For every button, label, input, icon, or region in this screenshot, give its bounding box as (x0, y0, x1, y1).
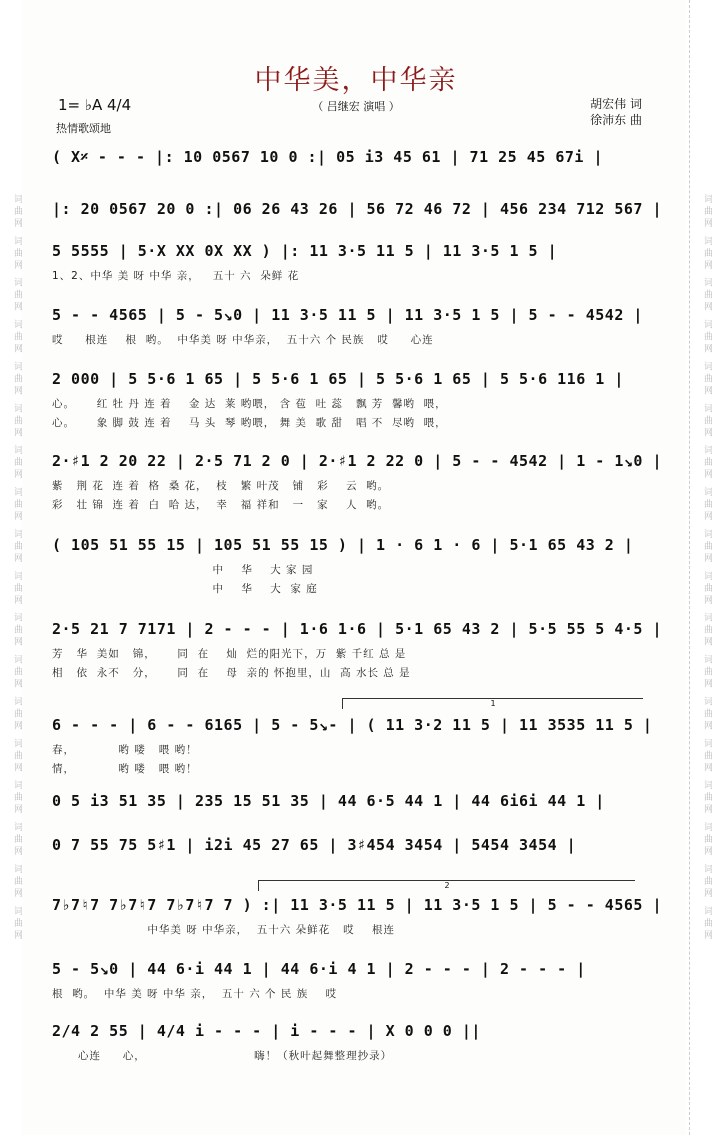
score-row-9 (52, 716, 652, 776)
score-row-14 (52, 1022, 652, 1063)
author-credits (590, 96, 642, 128)
notes-line: 7♭7♮7 7♭7♮7 7♭7♮7 7 ) :| 11 3·5 11 5 | 11 3·5 1 5 | 5 - - 4565 | (52, 896, 662, 914)
watermark-right: 词曲网 词曲网 词曲网 词曲网 词曲网 词曲网 词曲网 词曲网 词曲网 词曲网 词曲网 词曲网 词曲网 词曲网 词曲网 词曲网 词曲网 词曲网 (689, 0, 712, 1135)
composer-credit: 徐沛东 曲 (590, 113, 642, 127)
lyric-line: 中 华 大 家 庭 (52, 583, 318, 595)
score-row-5 (52, 370, 652, 430)
lyric-line: 春， 哟 喽 喂 哟！ (52, 744, 198, 756)
score-row-6 (52, 452, 662, 512)
score-row-1 (52, 148, 652, 166)
notes-line: 2·5 21 7 7171 | 2 - - - | 1·6 1·6 | 5·1 65 43 2 | 5·5 55 5 4·5 | (52, 620, 662, 638)
score-row-8 (52, 620, 662, 680)
lyric-line: 1、2、中华 美 呀 中华 亲， 五十 六 朵鲜 花 (52, 270, 300, 282)
notes-line: 2/4 2 55 | 4/4 i - - - | i - - - | X 0 0 0 || (52, 1022, 481, 1040)
score-row-10 (52, 792, 652, 810)
lyric-line: 紫 荆 花 连 着 格 桑 花， 枝 繁 叶茂 铺 彩 云 哟。 (52, 480, 390, 492)
volta-bracket-1: 1 (342, 698, 643, 709)
watermark-left: 词曲网 词曲网 词曲网 词曲网 词曲网 词曲网 词曲网 词曲网 词曲网 词曲网 词曲网 词曲网 词曲网 词曲网 词曲网 词曲网 词曲网 词曲网 (0, 0, 23, 1135)
notes-line: 5 5555 | 5·X XX 0X XX ) |: 11 3·5 11 5 | 11 3·5 1 5 | (52, 242, 558, 260)
singer-credit: （ 吕继宏 演唱 ） (312, 100, 400, 113)
notes-line: 2 000 | 5 5·6 1 65 | 5 5·6 1 65 | 5 5·6 1 65 | 5 5·6 116 1 | (52, 370, 624, 388)
lyric-line: 彩 壮 锦 连 着 白 哈 达， 幸 福 祥和 一 家 人 哟。 (52, 499, 390, 511)
song-title: 中华美，中华亲 (254, 65, 458, 96)
score-row-12 (52, 896, 662, 937)
score-row-11 (52, 836, 652, 854)
notes-line: 6 - - - | 6 - - 6165 | 5 - 5↘- | ( 11 3·2 11 5 | 11 3535 11 5 | (52, 716, 653, 734)
lyric-line: 根 哟。 中华 美 呀 中华 亲， 五十 六 个 民 族 哎 (52, 988, 338, 1000)
lyric-line: 情， 哟 喽 喂 哟！ (52, 763, 198, 775)
lyric-line: 心连 心， 嗨！（秋叶起舞整理抄录） (52, 1050, 393, 1062)
score-row-13 (52, 960, 652, 1001)
notes-line: 5 - 5↘0 | 44 6·i 44 1 | 44 6·i 4 1 | 2 - - - | 2 - - - | (52, 960, 586, 978)
performance-style: 热情歌颂地 (56, 122, 111, 135)
lyricist-credit: 胡宏伟 词 (590, 97, 642, 111)
lyric-line: 心。 象 脚 鼓 连 着 马 头 琴 哟喂， 舞 美 歌 甜 唱 不 尽哟 喂， (52, 417, 447, 429)
lyric-line: 芳 华 美如 锦， 同 在 灿 烂的阳光下，万 紫 千红 总 是 (52, 648, 407, 660)
lyric-line: 中 华 大 家 园 (52, 564, 314, 576)
notes-line: 2·♯1 2 20 22 | 2·5 71 2 0 | 2·♯1 2 22 0 | 5 - - 4542 | 1 - 1↘0 | (52, 452, 662, 470)
notes-line: 0 5 i3 51 35 | 235 15 51 35 | 44 6·5 44 1 | 44 6i6i 44 1 | (52, 792, 605, 810)
score-row-3 (52, 242, 652, 283)
score-row-2 (52, 200, 662, 218)
score-row-4 (52, 306, 652, 347)
key-signature: 1= ♭A 4/4 (58, 96, 132, 114)
notes-line: |: 20 0567 20 0 :| 06 26 43 26 | 56 72 46 72 | 456 234 712 567 | (52, 200, 662, 218)
lyric-line: 心。 红 牡 丹 连 着 金 达 莱 哟喂， 含 苞 吐 蕊 飘 芳 馨哟 喂， (52, 398, 447, 410)
score-row-7 (52, 536, 652, 596)
notes-line: 0 7 55 75 5♯1 | i2i 45 27 65 | 3♯454 3454 | 5454 3454 | (52, 836, 577, 854)
notes-line: ( 105 51 55 15 | 105 51 55 15 ) | 1 · 6 1 · 6 | 5·1 65 43 2 | (52, 536, 634, 554)
volta-bracket-2: 2 (258, 880, 635, 891)
lyric-line: 哎 根连 根 哟。 中华美 呀 中华亲， 五十六 个 民族 哎 心连 (52, 334, 434, 346)
lyric-line: 中华美 呀 中华亲， 五十六 朵鲜花 哎 根连 (52, 924, 395, 936)
lyric-line: 相 依 永不 分， 同 在 母 亲的 怀抱里，山 高 水长 总 是 (52, 667, 411, 679)
notes-line: 5 - - 4565 | 5 - 5↘0 | 11 3·5 11 5 | 11 3·5 1 5 | 5 - - 4542 | (52, 306, 643, 324)
notes-line: ( X𝄎 - - - |: 10 0567 10 0 :| 05 i3 45 61 | 71 25 45 67i | (52, 148, 603, 166)
